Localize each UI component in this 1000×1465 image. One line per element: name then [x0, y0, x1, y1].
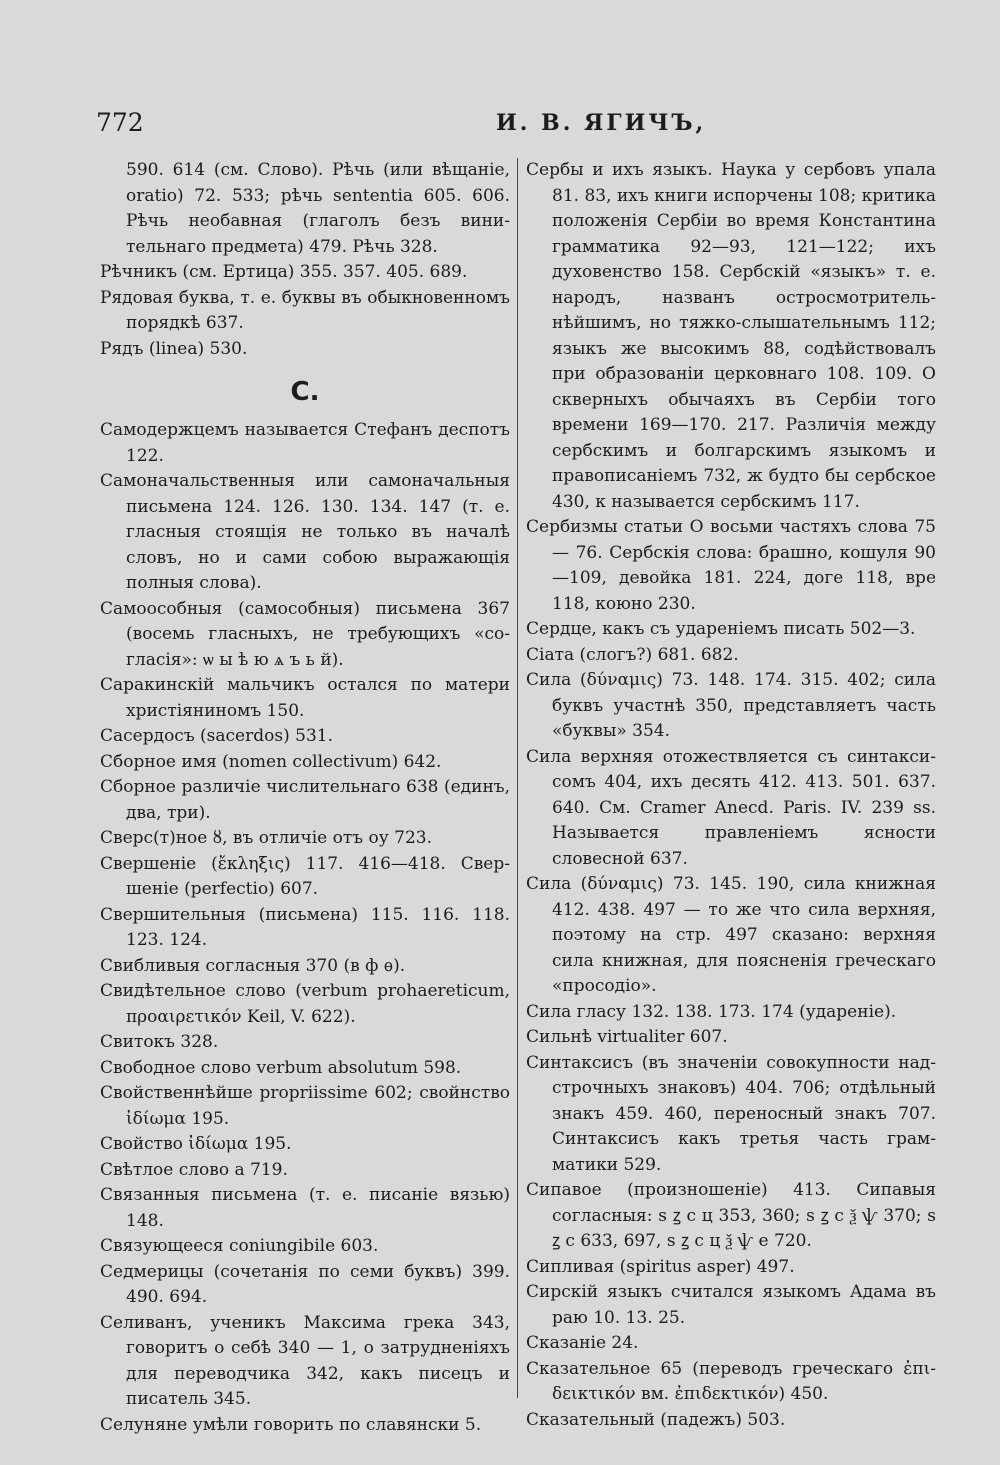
page-header [96, 108, 926, 148]
index-entry: Свидѣтельное слово (verbum prohaereticum, προαιρετικόν Keil, V. 622). [100, 981, 510, 1027]
index-entry: Рядовая буква, т. е. буквы въ обыкновенномъ порядкѣ 637. [100, 287, 510, 333]
index-entry: Сирскій языкъ считался языкомъ Адама въ раю 10. 13. 25. [526, 1282, 936, 1328]
index-entry: Рѣчникъ (см. Ертица) 355. 357. 405. 689. [100, 262, 468, 282]
index-entry: Рядъ (linea) 530. [100, 338, 248, 359]
index-entry: Селуняне умѣли говорить по славянски 5. [100, 1414, 482, 1435]
running-title: И. В. ЯГИЧЪ, [496, 110, 707, 136]
left-entries [100, 418, 510, 1438]
section-letter: С. [290, 377, 320, 407]
index-entry: Седмерицы (сочетанія по семи буквъ) 399. 490. 694. [100, 1261, 510, 1307]
left-column [100, 158, 510, 1438]
index-entry: Связанныя письмена (т. е. писаніе вязью) 148. [100, 1185, 510, 1231]
index-entry: Сборное различіе числительнаго 638 (единъ, два, три). [100, 777, 510, 823]
index-entry: Связующееся coniungibile 603. [100, 1236, 379, 1256]
page-number: 772 [96, 108, 144, 137]
index-entry: Селиванъ, ученикъ Максима грека 343, говоритъ о себѣ 340 — 1, о затрудненіяхъ для переводчика 342, какъ писецъ и писатель 345. [100, 1312, 510, 1409]
index-entry: Самоособныя (самособныя) письмена 367 (восемь гласныхъ, не требующихъ «согласія»: ѡ ы ѣ ю ѧ ъ ь й). [100, 598, 510, 670]
index-entry: Свойство ἰδίωμα 195. [100, 1134, 292, 1154]
index-entry: Свершительныя (письмена) 115. 116. 118. 123. 124. [100, 904, 510, 950]
index-entry: Сказаніе 24. [526, 1333, 639, 1353]
column-divider [517, 158, 518, 1398]
index-entry: Сасердосъ (sacerdos) 531. [100, 726, 333, 746]
index-entry: Самодержцемъ называется Стефанъ деспотъ 122. [100, 420, 510, 466]
index-entry: Свитокъ 328. [100, 1032, 219, 1052]
index-entry: Сипливая (spiritus asper) 497. [526, 1256, 795, 1277]
left-top-entries [100, 158, 510, 362]
right-column [526, 158, 936, 1433]
index-entry: Свершеніе (ἔκληξις) 117. 416—418. Свершеніе (perfectio) 607. [100, 853, 510, 899]
index-entry: Сіата (слогъ?) 681. 682. [526, 644, 739, 665]
index-entry: Сербы и ихъ языкъ. Наука у сербовъ упала 81. 83, ихъ книги испорчены 108; критика положенія Сербіи во время Константина грамматика 92—93, 121—122; ихъ духовенство 158. Сербскій «языкъ» т. е. народъ, названъ остросмотрительнѣйшимъ, но тяжко-слышательнымъ 112; языкъ же высокимъ 88, содѣйствовалъ при образованіи церковнаго 108. 109. О скверныхъ обычаяхъ въ Сербіи того времени 169—170. 217. Различія между сербскимъ и болгарскимъ языкомъ и правописаніемъ 732, ж будто бы сербское 430, к называется сербскимъ 117. [526, 160, 936, 512]
index-entry: Сильнѣ virtualiter 607. [526, 1027, 728, 1047]
index-entry: Сила верхняя отожествляется съ синтаксисомъ 404, ихъ десять 412. 413. 501. 637. 640. См. Cramer Anecd. Paris. IV. 239 ss. Называется правленіемъ ясности словесной 637. [526, 746, 936, 869]
index-entry: Свѣтлое слово а 719. [100, 1159, 288, 1180]
index-entry: Свободное слово verbum absolutum 598. [100, 1057, 462, 1078]
index-entry: Сила гласу 132. 138. 173. 174 (удареніе). [526, 1001, 897, 1022]
index-entry: Саракинскій мальчикъ остался по матери христіяниномъ 150. [100, 675, 510, 721]
index-entry: Сказательный (падежъ) 503. [526, 1409, 786, 1430]
index-entry: Сердце, какъ съ удареніемъ писать 502—3. [526, 619, 916, 639]
index-entry: Сила (δύναμις) 73. 148. 174. 315. 402; сила буквъ участнѣ 350, представляетъ часть «буквы» 354. [526, 670, 936, 741]
index-entry: Самоначальственныя или самоначальныя письмена 124. 126. 130. 134. 147 (т. е. гласныя стоящія не только въ началѣ словъ, но и сами собою выражающія полныя слова). [100, 471, 510, 593]
index-entry: Сборное имя (nomen collectivum) 642. [100, 751, 442, 772]
index-entry: Сверс(т)ное ȣ, въ отличіе отъ оу 723. [100, 828, 432, 848]
index-entry: Свойственнѣйше propriissime 602; свойнство ἰδίωμα 195. [100, 1083, 510, 1129]
index-entry: Сказательное 65 (переводъ греческаго ἐπιδεικτικόν вм. ἐπιδεκτικόν) 450. [526, 1358, 936, 1404]
index-entry: Сила (δύναμις) 73. 145. 190, сила книжная 412. 438. 497 — то же что сила верхняя, поэтому на стр. 497 сказано: верхняя сила книжная, для поясненія греческаго «просодіо». [526, 874, 936, 996]
right-entries [526, 158, 936, 1433]
index-entry: 590. 614 (см. Слово). Рѣчь (или вѣщаніе, oratio) 72. 533; рѣчь sententia 605. 606. Рѣчь необавная (глаголъ безъ винительнаго предмета) 479. Рѣчь 328. [126, 160, 510, 257]
index-entry: Сербизмы статьи О восьми частяхъ слова 75 — 76. Сербскія слова: брашно, кошуля 90—109, девойка 181. 224, доге 118, вре 118, коюно 230. [526, 517, 936, 614]
index-entry: Сипавое (произношеніе) 413. Сипавыя согласныя: ѕ ꙁ с ц 353, 360; ѕ ꙁ с ѯ ѱ 370; ѕ ꙁ с 633, 697, ѕ ꙁ с ц ѯ ѱ е 720. [526, 1180, 936, 1251]
index-entry: Свибливыя согласныя 370 (в ф ѳ). [100, 955, 406, 976]
index-entry: Синтаксисъ (въ значеніи совокупности надстрочныхъ знаковъ) 404. 706; отдѣльный знакъ 459. 460, переносный знакъ 707. Синтаксисъ какъ третья часть грамматики 529. [526, 1052, 936, 1175]
